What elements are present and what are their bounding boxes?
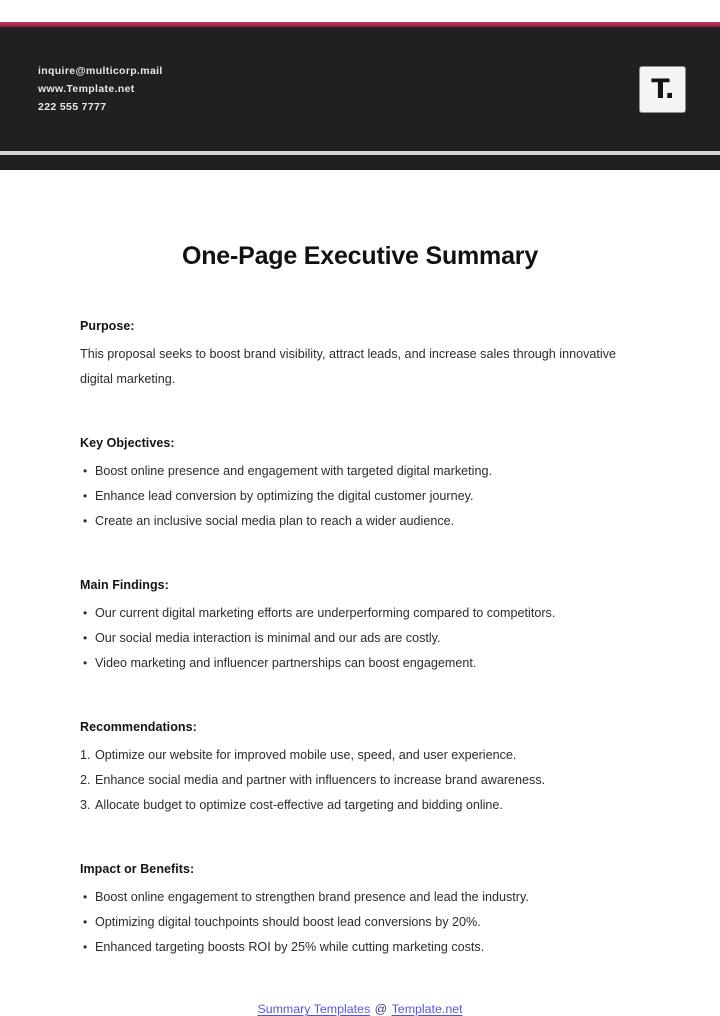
footer-attribution [80, 1002, 640, 1016]
list-item [80, 910, 640, 935]
list-item [80, 651, 640, 676]
section-key-objectives [80, 436, 640, 534]
list-item-text: Boost online engagement to strengthen brand presence and lead the industry. [95, 890, 529, 904]
header-lower-band [0, 155, 720, 170]
bullet-icon: • [83, 464, 88, 478]
bullet-icon: • [83, 514, 88, 528]
bullet-list [80, 601, 640, 676]
list-item-text: Optimize our website for improved mobile use, speed, and user experience. [95, 748, 517, 762]
list-marker: 1. [80, 748, 91, 762]
list-marker: 3. [80, 798, 91, 812]
bullet-icon: • [83, 890, 88, 904]
bullet-list [80, 885, 640, 960]
section-recommendations [80, 720, 640, 818]
list-item-text: Our social media interaction is minimal and our ads are costly. [95, 631, 441, 645]
section-main-findings [80, 578, 640, 676]
list-item-text: Enhance social media and partner with influencers to increase brand awareness. [95, 773, 546, 787]
bullet-icon: • [83, 915, 88, 929]
list-item-text: Create an inclusive social media plan to reach a wider audience. [95, 514, 455, 528]
list-item [80, 484, 640, 509]
section-heading: Key Objectives: [80, 436, 175, 450]
list-item [80, 743, 640, 768]
bullet-icon: • [83, 606, 88, 620]
contact-email: inquire@multicorp.mail [38, 64, 163, 77]
bullet-icon: • [83, 489, 88, 503]
page-title: One-Page Executive Summary [181, 242, 539, 270]
section-purpose [80, 319, 640, 392]
list-item [80, 626, 640, 651]
list-item-text: Enhance lead conversion by optimizing the digital customer journey. [95, 489, 474, 503]
footer-separator: @ [371, 1002, 391, 1016]
contact-website: www.Template.net [38, 82, 135, 95]
list-item [80, 793, 640, 818]
numbered-list [80, 743, 640, 818]
bullet-list [80, 459, 640, 534]
document-body [0, 242, 720, 1016]
template-net-link[interactable]: Template.net [391, 1002, 463, 1016]
list-item [80, 509, 640, 534]
section-paragraph: This proposal seeks to boost brand visibility, attract leads, and increase sales through innovative digital marketing. [80, 347, 616, 386]
bullet-icon: • [83, 631, 88, 645]
logo-mark-icon: T. [651, 73, 674, 105]
page-top-margin [0, 0, 720, 22]
list-item-text: Enhanced targeting boosts ROI by 25% while cutting marketing costs. [95, 940, 485, 954]
list-item [80, 768, 640, 793]
section-heading: Main Findings: [80, 578, 169, 592]
section-impact-or-benefits [80, 862, 640, 960]
list-item-text: Optimizing digital touchpoints should boost lead conversions by 20%. [95, 915, 481, 929]
list-item-text: Video marketing and influencer partnerships can boost engagement. [95, 656, 477, 670]
bullet-icon: • [83, 656, 88, 670]
section-heading: Impact or Benefits: [80, 862, 195, 876]
list-item [80, 601, 640, 626]
contact-info-block [38, 64, 163, 115]
list-marker: 2. [80, 773, 91, 787]
list-item-text: Our current digital marketing efforts are underperforming compared to competitors. [95, 606, 556, 620]
company-logo [639, 66, 686, 113]
list-item [80, 459, 640, 484]
list-item-text: Allocate budget to optimize cost-effective ad targeting and bidding online. [95, 798, 503, 812]
list-item [80, 935, 640, 960]
summary-templates-link[interactable]: Summary Templates [257, 1002, 371, 1016]
list-item-text: Boost online presence and engagement with targeted digital marketing. [95, 464, 492, 478]
bullet-icon: • [83, 940, 88, 954]
document-header [0, 27, 720, 151]
contact-phone: 222 555 7777 [38, 100, 107, 113]
list-item [80, 885, 640, 910]
section-heading: Recommendations: [80, 720, 197, 734]
section-heading: Purpose: [80, 319, 135, 333]
